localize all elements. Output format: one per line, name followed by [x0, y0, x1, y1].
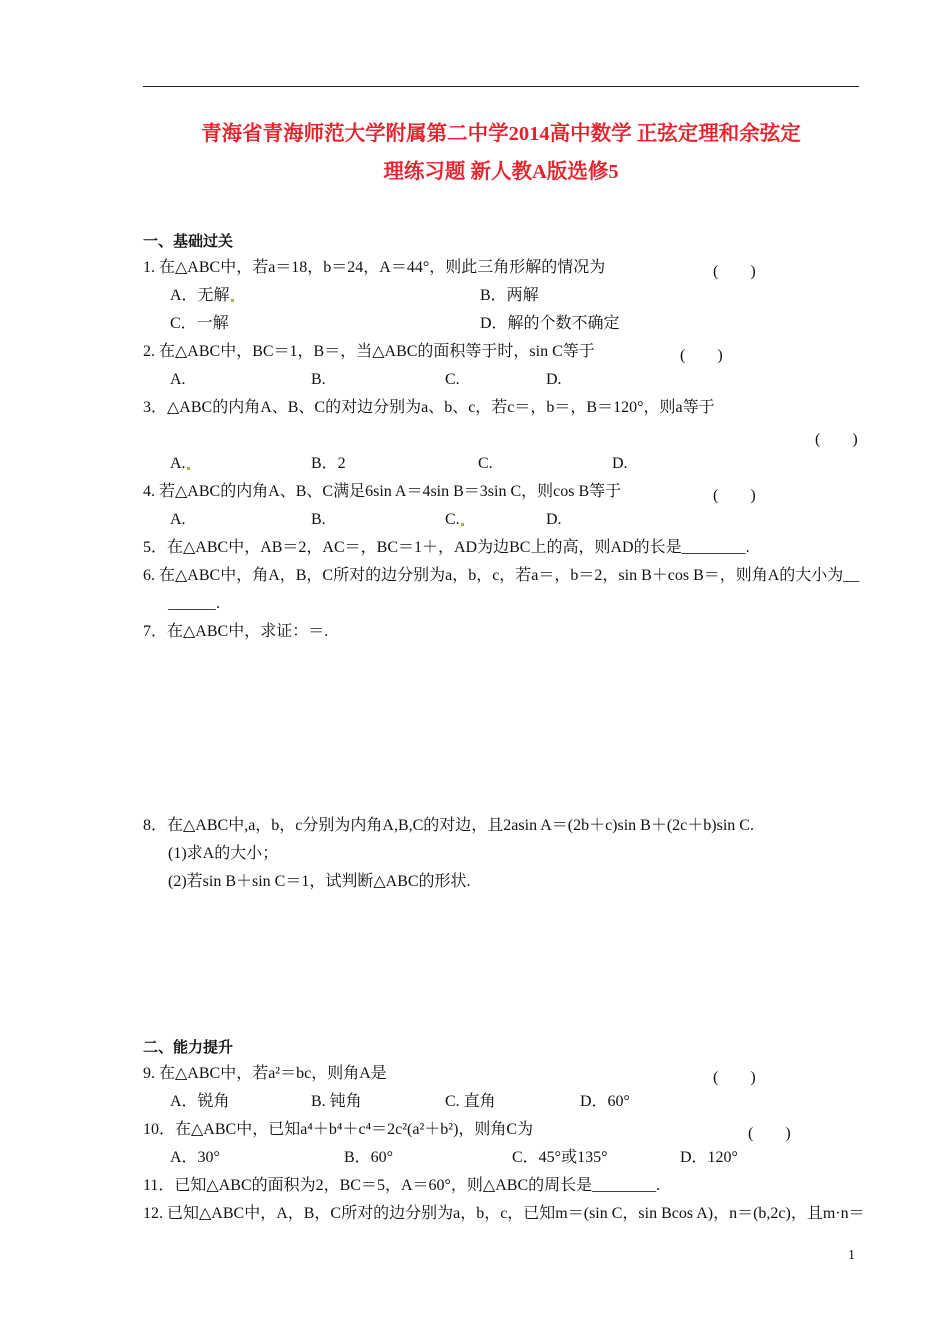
section-advanced-heading: 二、能力提升 — [143, 1039, 234, 1056]
q9-option-b: B. 钝角 — [311, 1093, 362, 1110]
q10-option-b: B．60° — [344, 1149, 394, 1166]
question-2: 2. 在△ABC中，BC＝1，B＝，当△ABC的面积等于时，sin C等于 — [143, 343, 595, 360]
question-5: 5．在△ABC中，AB＝2，AC＝，BC＝1＋，AD为边BC上的高，则AD的长是________. — [143, 539, 750, 556]
answer-paren-1: ( ) — [713, 263, 756, 280]
q2-option-a: A. — [170, 371, 186, 388]
document-title-line-2: 理练习题 新人教A版选修5 — [383, 161, 619, 183]
answer-paren-2: ( ) — [680, 347, 723, 364]
question-8-part-1: (1)求A的大小； — [168, 845, 279, 862]
q4-option-b: B. — [311, 511, 326, 528]
stray-dot-mark — [461, 523, 464, 526]
q10-option-a: A．30° — [170, 1149, 220, 1166]
document-title-line-1: 青海省青海师范大学附属第二中学2014高中数学 正弦定理和余弦定 — [201, 123, 801, 145]
q3-option-b: B．2 — [311, 455, 346, 472]
q4-option-a: A. — [170, 511, 186, 528]
header-rule — [143, 86, 859, 87]
q2-option-b: B. — [311, 371, 326, 388]
q1-option-b: B．两解 — [480, 287, 539, 304]
q2-option-c: C. — [445, 371, 460, 388]
q10-option-d: D．120° — [680, 1149, 738, 1166]
page-number: 1 — [848, 1248, 855, 1263]
question-4: 4. 若△ABC的内角A、B、C满足6sin A＝4sin B＝3sin C，则cos B等于 — [143, 483, 622, 500]
q1-option-c: C．一解 — [170, 315, 229, 332]
question-10: 10．在△ABC中，已知a⁴＋b⁴＋c⁴＝2c²(a²＋b²)，则角C为 — [143, 1121, 534, 1138]
q1-option-a — [170, 286, 234, 306]
q1-option-d: D．解的个数不确定 — [480, 315, 620, 332]
question-11: 11．已知△ABC的面积为2，BC＝5，A＝60°，则△ABC的周长是________. — [143, 1177, 661, 1194]
question-7: 7．在△ABC中，求证：＝. — [143, 623, 329, 640]
question-6: 6. 在△ABC中，角A，B，C所对的边分别为a，b，c，若a＝，b＝2，sin B＋cos B＝，则角A的大小为__ — [143, 567, 860, 584]
q10-option-c: C．45°或135° — [512, 1149, 608, 1166]
q3-option-c: C. — [478, 455, 493, 472]
q4-option-c-text: C. — [445, 511, 460, 528]
q1-option-a-text: A．无解 — [170, 287, 230, 304]
question-8-part-2: (2)若sin B＋sin C＝1，试判断△ABC的形状. — [168, 873, 471, 890]
question-3: 3．△ABC的内角A、B、C的对边分别为a、b、c，若c＝，b＝，B＝120°，则a等于 — [143, 399, 715, 416]
answer-paren-4: ( ) — [713, 487, 756, 504]
question-1: 1. 在△ABC中，若a＝18，b＝24，A＝44°，则此三角形解的情况为 — [143, 259, 606, 276]
q9-option-a: A．锐角 — [170, 1093, 230, 1110]
q9-option-d: D．60° — [580, 1093, 630, 1110]
q2-option-d: D. — [546, 371, 562, 388]
question-6-continued: ______. — [168, 595, 220, 612]
q9-option-c: C. 直角 — [445, 1093, 496, 1110]
question-12: 12. 已知△ABC中，A，B，C所对的边分别为a，b，c，已知m＝(sin C，sin Bcos A)，n＝(b,2c)，且m·n＝ — [143, 1205, 865, 1222]
section-basic-heading: 一、基础过关 — [143, 233, 234, 250]
q4-option-c — [445, 510, 464, 530]
q3-option-d: D. — [612, 455, 628, 472]
stray-dot-mark — [231, 299, 234, 302]
question-9: 9. 在△ABC中，若a²＝bc，则角A是 — [143, 1065, 387, 1082]
answer-paren-3: ( ) — [815, 431, 858, 448]
q3-option-a-text: A. — [170, 455, 186, 472]
question-8: 8．在△ABC中,a，b，c分别为内角A,B,C的对边，且2asin A＝(2b＋c)sin B＋(2c＋b)sin C. — [143, 817, 754, 834]
stray-dot-mark — [187, 467, 190, 470]
answer-paren-9: ( ) — [713, 1069, 756, 1086]
q3-option-a — [170, 454, 190, 474]
q4-option-d: D. — [546, 511, 562, 528]
answer-paren-10: ( ) — [748, 1125, 791, 1142]
